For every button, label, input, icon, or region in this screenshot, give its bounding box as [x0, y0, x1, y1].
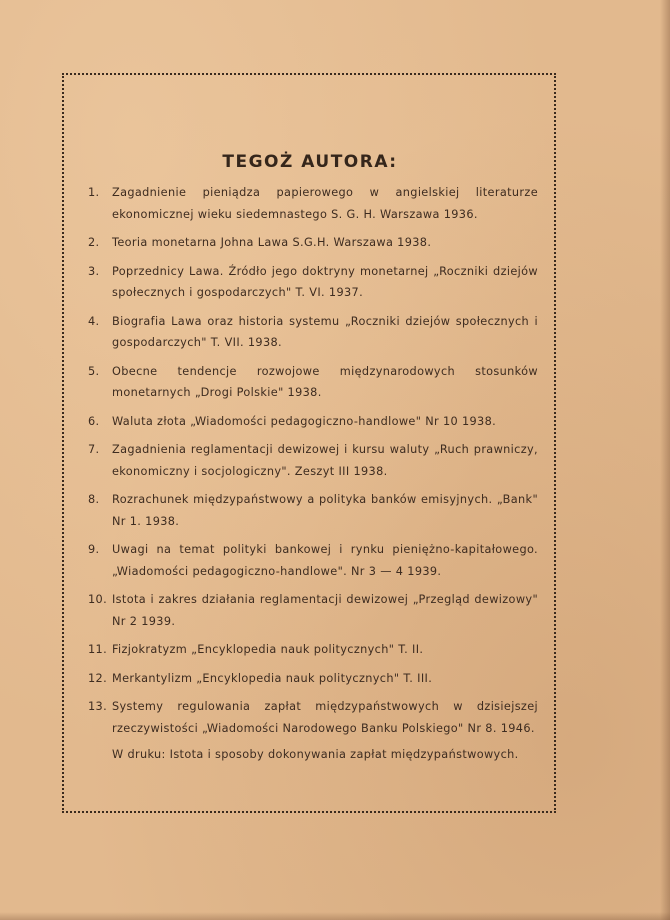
item-number: 4. [88, 314, 100, 328]
page-edge-shadow [660, 0, 670, 920]
item-text: Uwagi na temat polityki bankowej i rynku pieniężno-kapitałowego. „Wiadomości pedagogiczno-handlowe". Nr 3 — 4 1939. [112, 543, 538, 578]
item-text: Zagadnienie pieniądza papierowego w angielskiej literaturze ekonomicznej wieku siedemnastego S. G. H. Warszawa 1936. [112, 186, 538, 221]
item-number: 2. [88, 236, 100, 249]
item-text: Systemy regulowania zapłat międzypaństwowych w dzisiejszej rzeczywistości „Wiadomości Narodowego Banku Polskiego" Nr 8. 1946. [112, 700, 538, 735]
item-number: 8. [88, 493, 100, 506]
list-item [88, 696, 538, 739]
item-number: 1. [88, 186, 100, 199]
list-item [88, 361, 538, 404]
item-text: Biografia Lawa oraz historia systemu „Roczniki dziejów społecznych i gospodarczych" T. VII. 1938. [112, 314, 538, 349]
item-number: 9. [88, 543, 100, 556]
item-number: 12. [88, 671, 108, 685]
item-text: Zagadnienia reglamentacji dewizowej i kursu waluty „Ruch prawniczy, ekonomiczny i socjologiczny". Zeszyt III 1938. [112, 443, 538, 478]
item-text: Poprzednicy Lawa. Źródło jego doktryny monetarnej „Roczniki dziejów społecznych i gospodarczych" T. VI. 1937. [112, 264, 538, 299]
item-number: 6. [88, 414, 100, 428]
list-item [88, 261, 538, 304]
item-text: Rozrachunek międzypaństwowy a polityka banków emisyjnych. „Bank" Nr 1. 1938. [112, 493, 538, 528]
item-text: Fizjokratyzm „Encyklopedia nauk politycznych" T. II. [112, 643, 424, 656]
in-print-note: W druku: Istota i sposoby dokonywania zapłat międzypaństwowych. [112, 748, 519, 761]
item-number: 11. [88, 643, 108, 656]
list-item [88, 232, 538, 254]
item-number: 5. [88, 364, 100, 378]
list-item [88, 311, 538, 354]
publication-list [88, 182, 538, 766]
list-item [88, 182, 538, 225]
list-item [88, 668, 538, 690]
list-item [88, 489, 538, 532]
item-number: 13. [88, 700, 108, 713]
item-number: 7. [88, 443, 100, 456]
item-text: Obecne tendencje rozwojowe międzynarodowych stosunków monetarnych „Drogi Polskie" 1938. [112, 364, 538, 399]
page-bottom-shadow [0, 912, 670, 920]
item-text: Merkantylizm „Encyklopedia nauk politycznych" T. III. [112, 671, 433, 685]
list-item [88, 539, 538, 582]
item-text: Waluta złota „Wiadomości pedagogiczno-handlowe" Nr 10 1938. [112, 414, 497, 428]
list-item [88, 411, 538, 433]
item-number: 3. [88, 264, 100, 278]
list-item [88, 589, 538, 632]
list-item [88, 439, 538, 482]
list-item [88, 639, 538, 661]
item-number: 10. [88, 593, 108, 606]
page-heading: TEGOŻ AUTORA: [222, 152, 398, 172]
item-text: Teoria monetarna Johna Lawa S.G.H. Warszawa 1938. [112, 236, 432, 249]
item-text: Istota i zakres działania reglamentacji dewizowej „Przegląd dewizowy" Nr 2 1939. [112, 593, 538, 628]
